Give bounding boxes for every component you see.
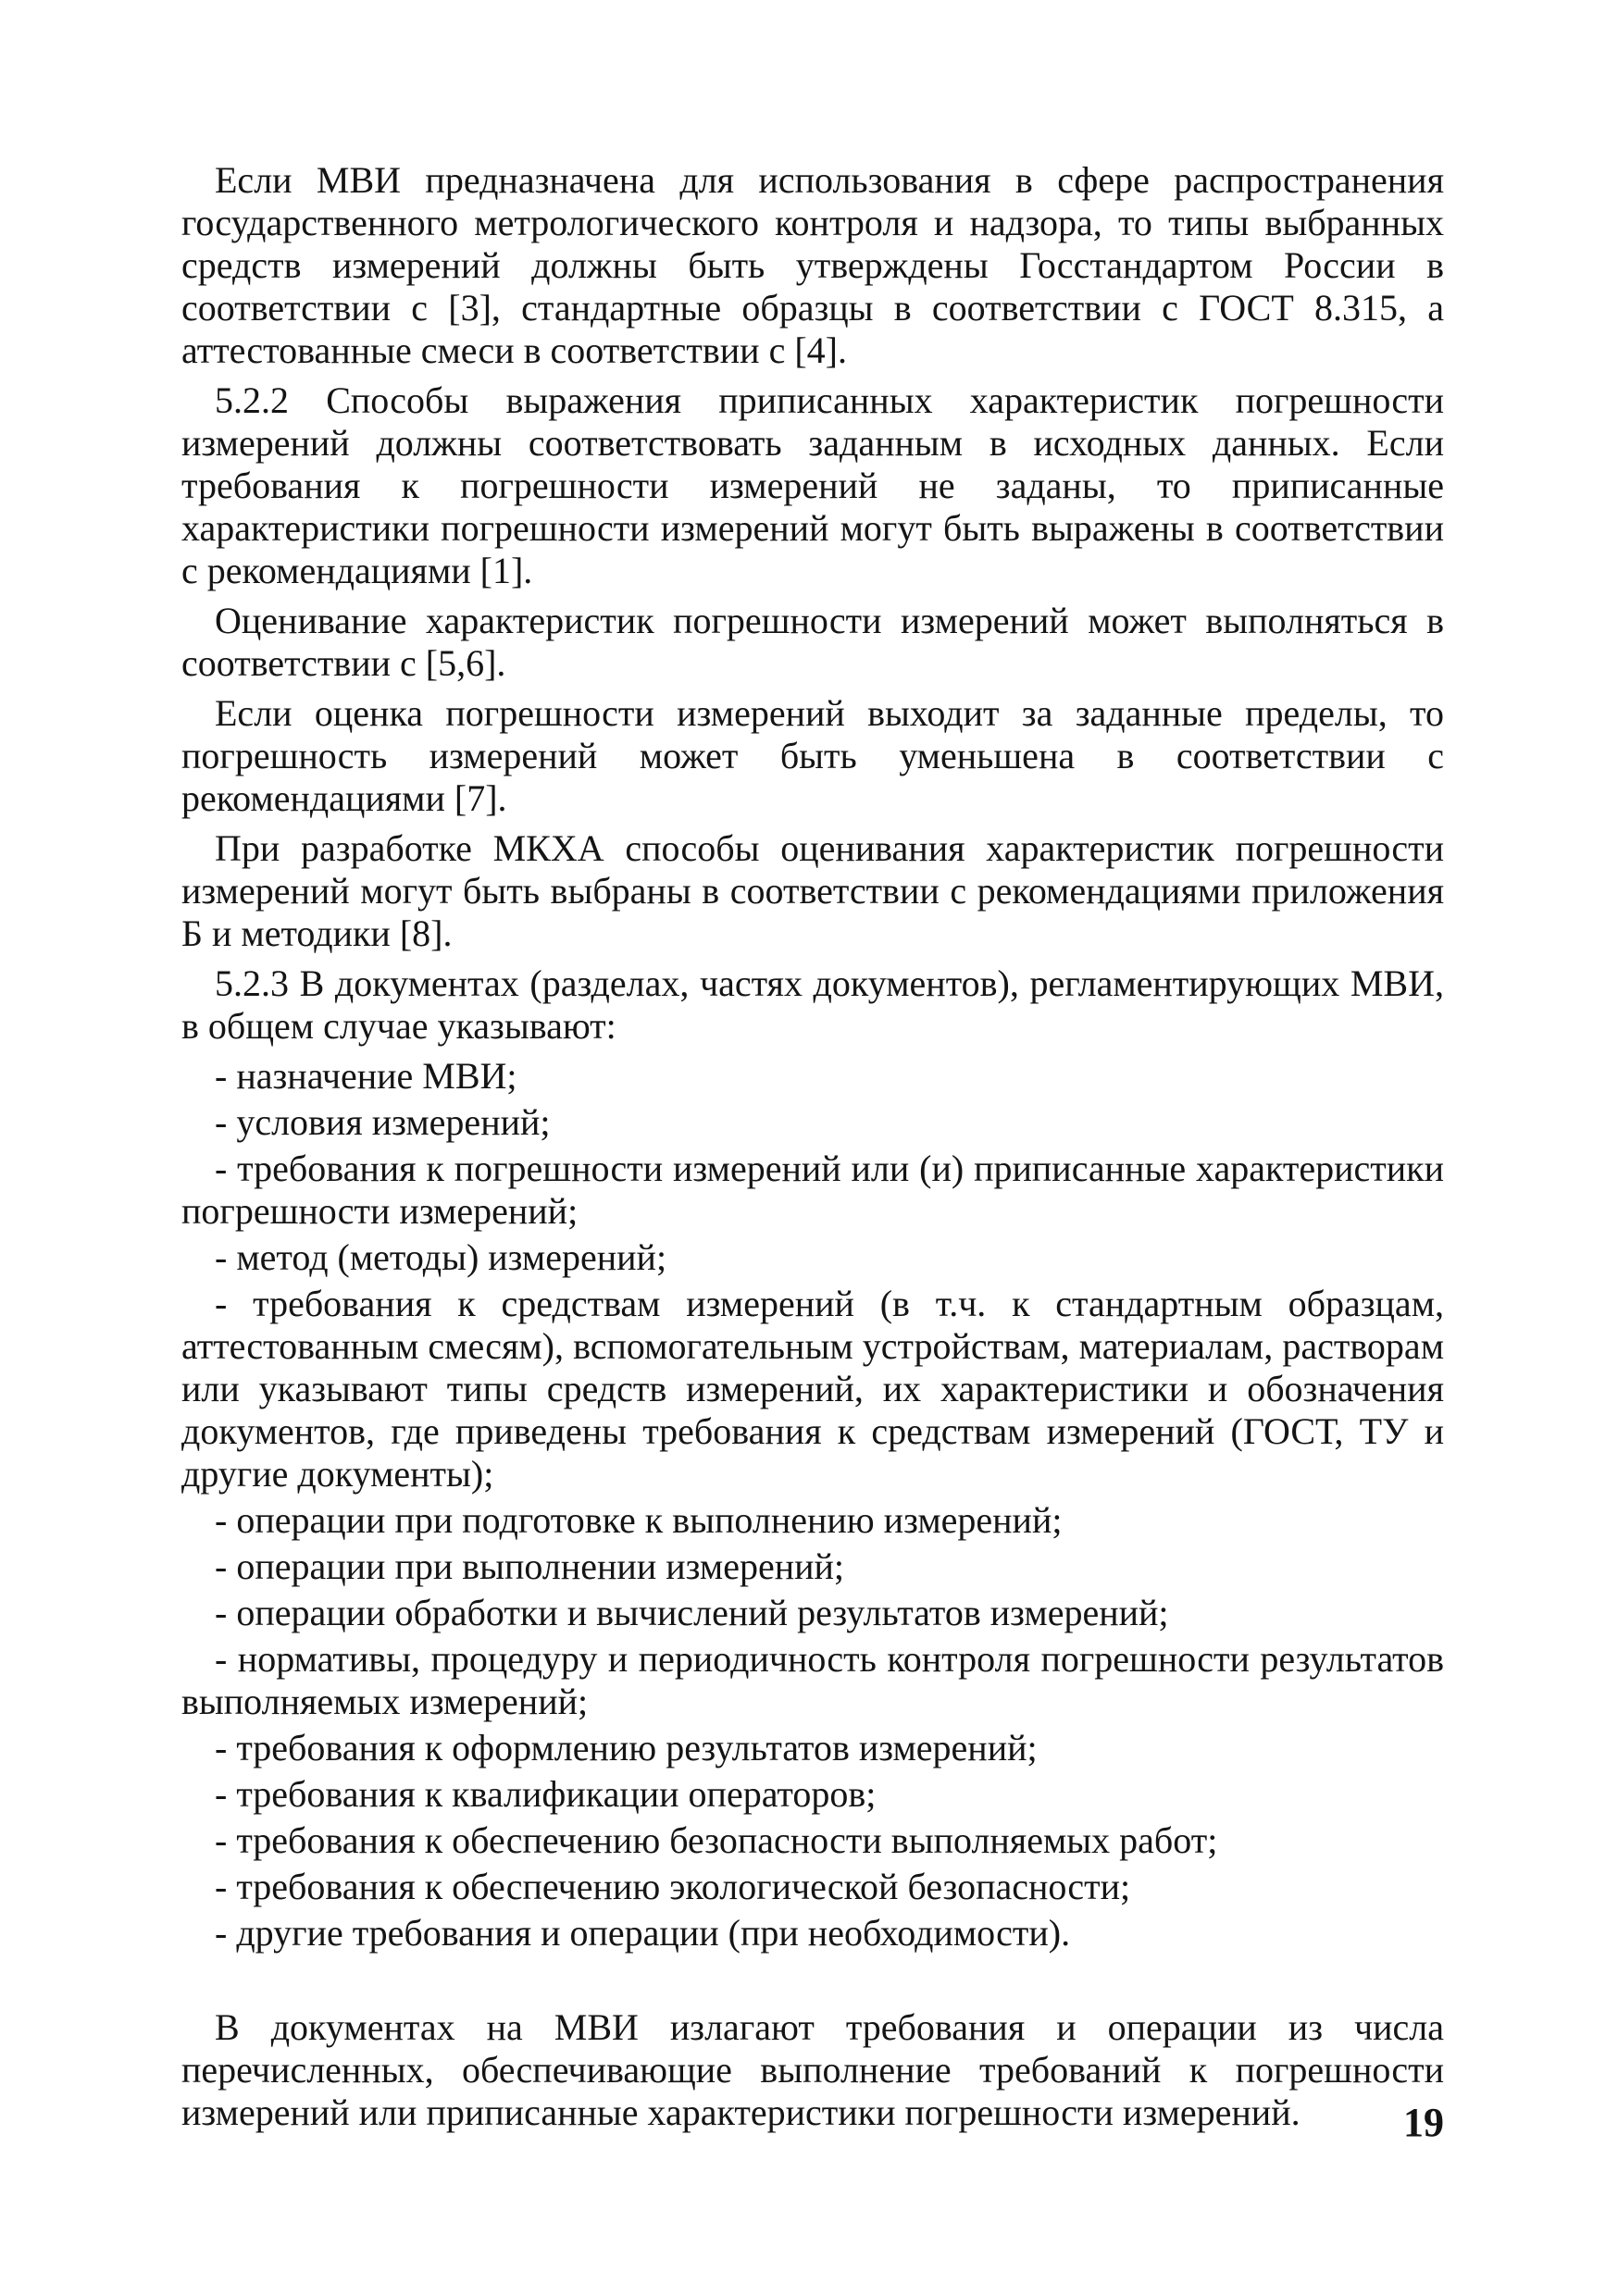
list-item: - операции при подготовке к выполнению измерений;	[215, 1499, 1063, 1541]
paragraph-5-2-2: 5.2.2 Способы выражения приписанных характеристик погрешности измерений должны соответствовать заданным в исходных данных. Если требования к погрешности измерений не заданы, то приписанные характеристики погрешности измерений могут быть выражены в соответствии с рекомендациями [1].	[181, 379, 1444, 591]
paragraph-5-2-3: 5.2.3 В документах (разделах, частях документов), регламентирующих МВИ, в общем случае указывают:	[181, 962, 1444, 1047]
paragraph-estimation: Оценивание характеристик погрешности измерений может выполняться в соответствии с [5,6].	[181, 600, 1444, 684]
requirements-list	[181, 1055, 1444, 1955]
list-item: - требования к квалификации операторов;	[215, 1773, 877, 1815]
list-item: - другие требования и операции (при необходимости).	[215, 1912, 1071, 1954]
list-item: - назначение МВИ;	[215, 1055, 517, 1097]
list-item: - метод (методы) измерений;	[215, 1236, 667, 1278]
list-item: - операции обработки и вычислений результатов измерений;	[215, 1592, 1169, 1633]
paragraph-error-reduction: Если оценка погрешности измерений выходит за заданные пределы, то погрешность измерений может быть уменьшена в соответствии с рекомендациями [7].	[181, 692, 1444, 819]
list-item: - операции при выполнении измерений;	[215, 1545, 845, 1587]
list-item: - условия измерений;	[215, 1101, 551, 1143]
list-item: - требования к погрешности измерений или (и) приписанные характеристики погрешности измерений;	[181, 1148, 1444, 1232]
list-item: - требования к обеспечению экологической безопасности;	[215, 1866, 1131, 1907]
list-item: - требования к оформлению результатов измерений;	[215, 1727, 1038, 1769]
list-item: - требования к обеспечению безопасности выполняемых работ;	[215, 1819, 1218, 1861]
paragraph-final: В документах на МВИ излагают требования и операции из числа перечисленных, обеспечивающие выполнение требований к погрешности измерений или приписанные характеристики погрешности измерений.	[181, 2006, 1444, 2133]
body-text	[181, 159, 1444, 2141]
paragraph-mkxa: При разработке МКХА способы оценивания характеристик погрешности измерений могут быть выбраны в соответствии с рекомендациями приложения Б и методики [8].	[181, 827, 1444, 954]
list-item: - требования к средствам измерений (в т.ч. к стандартным образцам, аттестованным смесям), вспомогательным устройствам, материалам, растворам или указывают типы средств измерений, их характеристики и обозначения документов, где приведены требования к средствам измерений (ГОСТ, ТУ и другие документы);	[181, 1283, 1444, 1495]
page-number: 19	[1403, 2100, 1444, 2145]
list-item: - нормативы, процедуру и периодичность контроля погрешности результатов выполняемых измерений;	[181, 1638, 1444, 1722]
paragraph-intro: Если МВИ предназначена для использования в сфере распространения государственного метрологического контроля и надзора, то типы выбранных средств измерений должны быть утверждены Госстандартом России в соответствии с [3], стандартные образцы в соответствии с ГОСТ 8.315, а аттестованные смеси в соответствии с [4].	[181, 159, 1444, 371]
